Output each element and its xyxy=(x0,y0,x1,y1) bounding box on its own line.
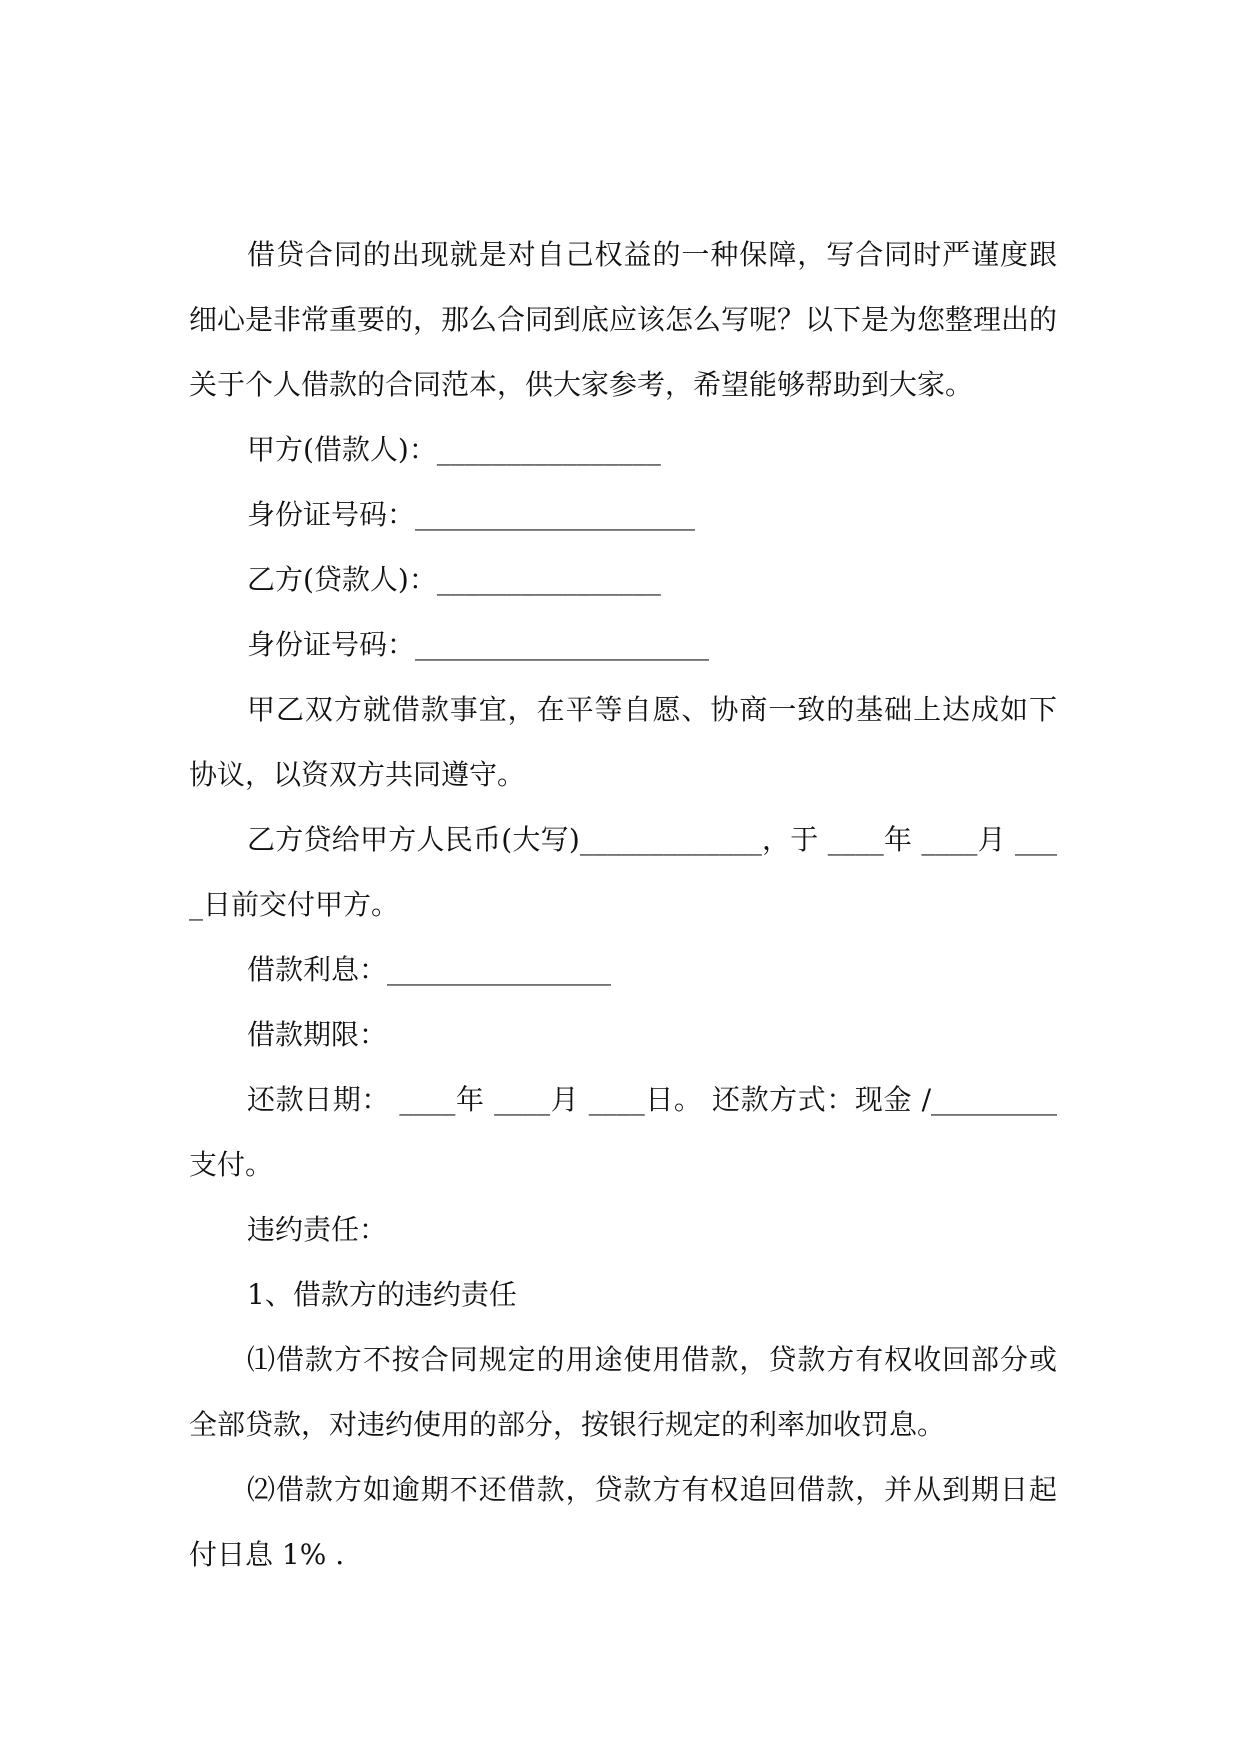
borrower-liability-heading: 1、借款方的违约责任 xyxy=(247,1278,517,1311)
intro-paragraph: 借贷合同的出现就是对自己权益的一种保障，写合同时严谨度跟细心是非常重要的，那么合同到底应该怎么写呢？以下是为您整理出的关于个人借款的合同范本，供大家参考，希望能够帮助到大家。 xyxy=(189,238,1058,401)
document-body xyxy=(189,222,1057,1587)
loan-interest-field: 借款利息：________________ xyxy=(247,953,612,986)
loan-term-field: 借款期限： xyxy=(247,1018,388,1051)
liability-clause-2: ⑵借款方如逾期不还借款，贷款方有权追回借款，并从到期日起付日息 1% . xyxy=(189,1473,1057,1571)
party-b-field: 乙方(贷款人)：________________ xyxy=(247,563,661,596)
repayment-paragraph: 还款日期： ____年 ____月 ____日。 还款方式：现金 /_________支付。 xyxy=(189,1083,1057,1181)
party-a-id-field: 身份证号码：____________________ xyxy=(247,498,696,531)
liability-clause-1: ⑴借款方不按合同规定的用途使用借款，贷款方有权收回部分或全部贷款，对违约使用的部分，按银行规定的利率加收罚息。 xyxy=(189,1343,1057,1441)
loan-amount-paragraph: 乙方贷给甲方人民币(大写)_____________，于 ____年 ____月 ____日前交付甲方。 xyxy=(189,823,1057,921)
liability-heading: 违约责任： xyxy=(247,1213,388,1246)
party-a-field: 甲方(借款人)：________________ xyxy=(247,433,661,466)
agreement-paragraph: 甲乙双方就借款事宜，在平等自愿、协商一致的基础上达成如下协议，以资双方共同遵守。 xyxy=(189,693,1057,791)
party-b-id-field: 身份证号码：_____________________ xyxy=(247,628,710,661)
